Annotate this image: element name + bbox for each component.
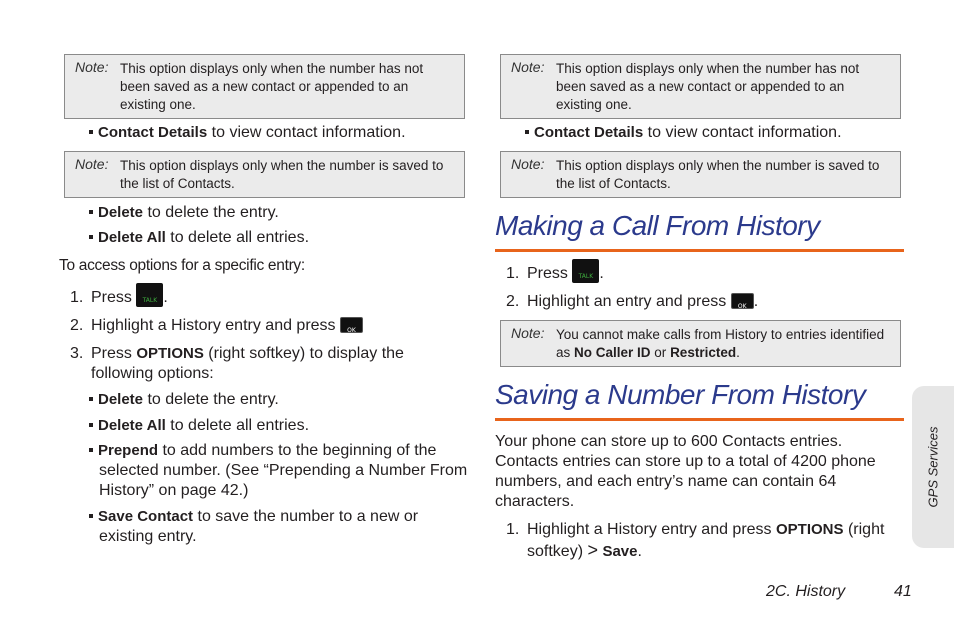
bullet-contact-details: Contact Details to view contact information. xyxy=(89,123,406,143)
save-step-1: 1. Highlight a History entry and press OPTIONS (right softkey) > Save. xyxy=(506,521,885,560)
sub-bullet-delete-all: Delete All to delete all entries. xyxy=(89,416,309,436)
footer-section: 2C. History xyxy=(766,583,846,600)
bullet-icon xyxy=(89,397,93,401)
note-box xyxy=(64,151,465,198)
step-1: 1. Press TALK . xyxy=(70,286,168,310)
note-label: Note: xyxy=(511,325,545,341)
step-2: 2. Highlight a History entry and press OK xyxy=(70,316,363,336)
section-heading-saving-number: Saving a Number From History xyxy=(495,379,866,410)
bullet-icon xyxy=(89,448,93,452)
note-box xyxy=(500,151,901,198)
heading-rule xyxy=(495,249,904,252)
bullet-icon xyxy=(89,423,93,427)
body-paragraph: Your phone can store up to 600 Contacts entries. Contacts entries can store up to a total of 4200 phone numbers, and each entry’s name can contain 64 characters. xyxy=(495,433,876,510)
side-section-tab xyxy=(912,386,954,548)
note-text: This option displays only when the number has not been saved as a new contact or appended to an existing one. xyxy=(120,61,424,112)
note-text: This option displays only when the number is saved to the list of Contacts. xyxy=(120,158,444,191)
bullet-contact-details: Contact Details to view contact information. xyxy=(525,123,842,143)
bullet-icon xyxy=(89,235,93,239)
heading-rule xyxy=(495,418,904,421)
sub-bullet-delete: Delete to delete the entry. xyxy=(89,390,279,410)
sub-bullet-save-contact: Save Contact to save the number to a new or existing entry. xyxy=(89,507,471,547)
note-label: Note: xyxy=(511,156,545,172)
bullet-icon xyxy=(89,514,93,518)
intro-text: To access options for a specific entry: xyxy=(59,257,305,274)
talk-key-icon: TALK xyxy=(572,259,599,283)
bullet-delete: Delete to delete the entry. xyxy=(89,203,279,223)
arrow-icon: > xyxy=(587,540,598,560)
sub-bullet-prepend: Prepend to add numbers to the beginning of the selected number. (See “Prepending a Number From History” on page 42.) xyxy=(89,441,471,501)
step-3: 3. Press OPTIONS (right softkey) to display the following options: xyxy=(70,345,404,382)
call-step-1: 1. Press TALK . xyxy=(506,262,604,286)
note-box xyxy=(500,54,901,119)
note-label: Note: xyxy=(511,59,545,75)
bullet-icon xyxy=(525,130,529,134)
ok-key-icon: OK xyxy=(731,293,754,309)
note-text: This option displays only when the number is saved to the list of Contacts. xyxy=(556,158,880,191)
note-text: You cannot make calls from History to entries identified as No Caller ID or Restricted. xyxy=(556,327,885,360)
footer-page-number: 41 xyxy=(894,583,912,600)
talk-key-icon: TALK xyxy=(136,283,163,307)
bullet-icon xyxy=(89,210,93,214)
note-label: Note: xyxy=(75,59,109,75)
call-step-2: 2. Highlight an entry and press OK . xyxy=(506,293,759,310)
ok-key-icon: OK xyxy=(340,317,363,333)
note-label: Note: xyxy=(75,156,109,172)
side-tab-label: GPS Services xyxy=(925,426,941,508)
bullet-delete-all: Delete All to delete all entries. xyxy=(89,228,309,248)
bullet-icon xyxy=(89,130,93,134)
section-heading-making-call: Making a Call From History xyxy=(495,210,820,241)
note-box xyxy=(64,54,465,119)
note-text: This option displays only when the number has not been saved as a new contact or appended to an existing one. xyxy=(556,61,860,112)
note-box xyxy=(500,320,901,367)
